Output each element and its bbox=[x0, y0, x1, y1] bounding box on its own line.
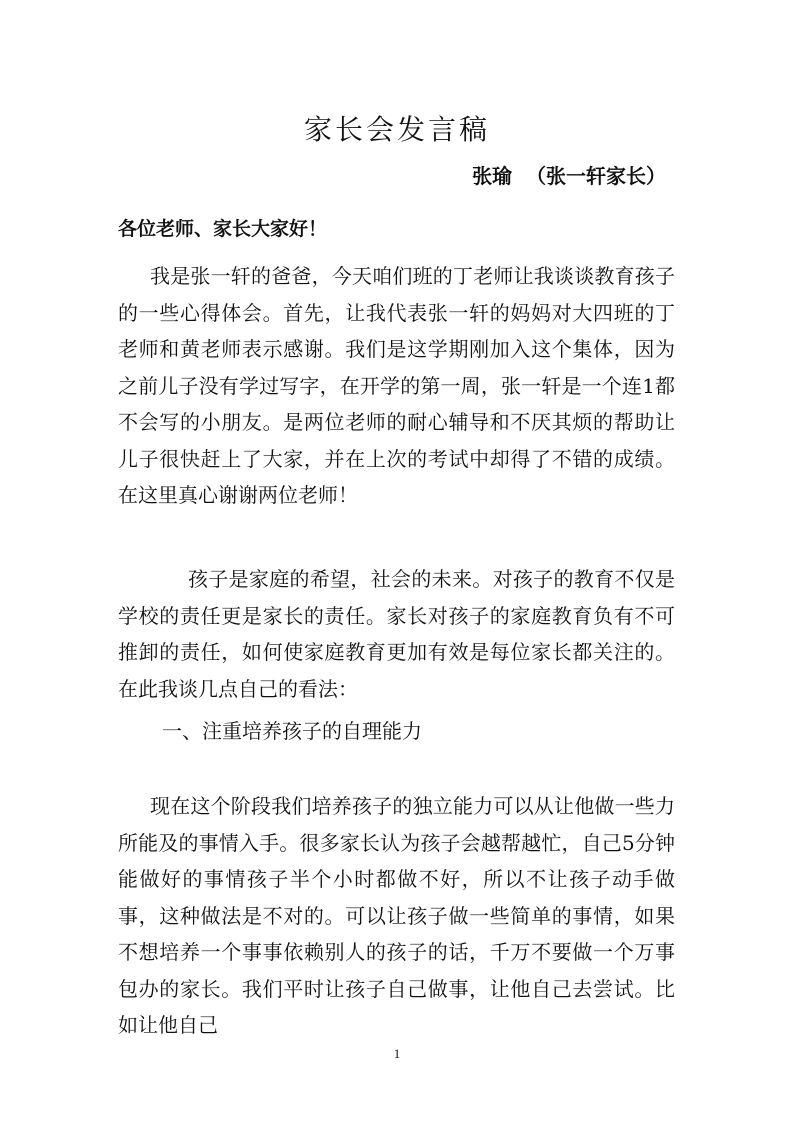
document-title: 家长会发言稿 bbox=[303, 113, 490, 146]
paragraph-family-education: 孩子是家庭的希望，社会的未来。对孩子的教育不仅是学校的责任更是家长的责任。家长对孩子的家庭教育负有不可推卸的责任，如何使家庭教育更加有效是每位家长都关注的。在此我谈几点自己的看法： bbox=[118, 567, 675, 701]
paragraph-self-care: 现在这个阶段我们培养孩子的独立能力可以从让他做一些力所能及的事情入手。很多家长认为孩子会越帮越忙，自己5分钟能做好的事情孩子半个小时都做不好，所以不让孩子动手做事，这种做法是不对的。可以让孩子做一些简单的事情，如果不想培养一个事事依赖别人的孩子的话，千万不要做一个万事包办的家长。我们平时让孩子自己做事，让他自己去尝试。比如让他自己 bbox=[118, 794, 675, 1037]
greeting: 各位老师、家长大家好！ bbox=[118, 218, 328, 240]
section-heading: 一、注重培养孩子的自理能力 bbox=[162, 719, 422, 743]
paragraph-thanks: 我是张一轩的爸爸，今天咱们班的丁老师让我谈谈教育孩子的一些心得体会。首先，让我代表张一轩的妈妈对大四班的丁老师和黄老师表示感谢。我们是这学期刚加入这个集体，因为之前儿子没有学过写字，在开学的第一周，张一轩是一个连1都不会写的小朋友。是两位老师的耐心辅导和不厌其烦的帮助让儿子很快赶上了大家，并在上次的考试中却得了不错的成绩。在这里真心谢谢两位老师！ bbox=[118, 264, 675, 507]
author-line: 张瑜 （张一轩家长） bbox=[472, 164, 666, 188]
page-number: 1 bbox=[393, 1046, 401, 1061]
